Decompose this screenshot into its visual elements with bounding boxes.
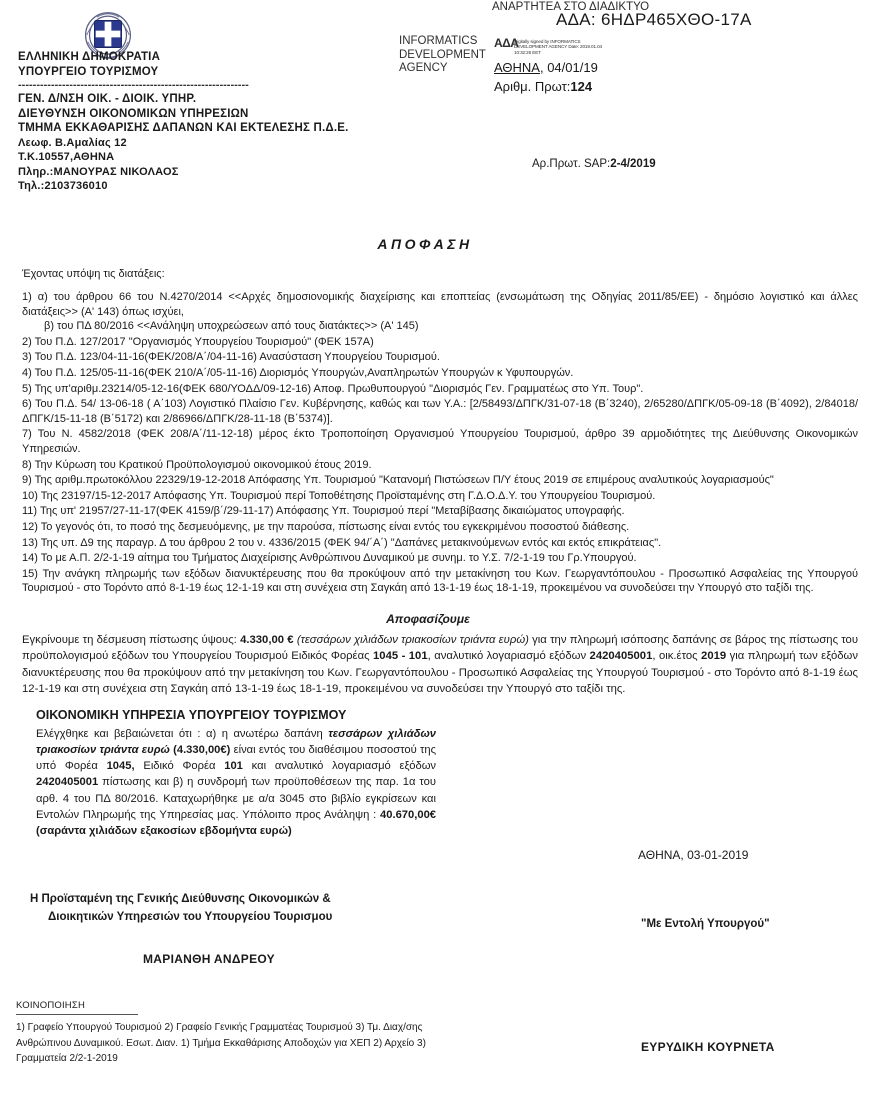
list-item: 12) Το γεγονός ότι, το ποσό της δεσμευόμενης, με την παρούσα, πίστωσης είναι εντός του εγκεκριμένου ποσοστού διάθεσης. <box>22 520 630 533</box>
protocol-label: Αριθμ. Πρωτ: <box>494 79 571 94</box>
list-item: 4) Του Π.Δ. 125/05-11-16(ΦΕΚ 210/Α΄/05-11-16) Διορισμός Υπουργών,Αναπληρωτών Υπουργών κ Υφυπουργών. <box>22 366 574 379</box>
decision-heading: Αποφασίζουμε <box>386 611 470 626</box>
list-item: 9) Της αριθμ.πρωτοκόλλου 22329/19-12-2018 Απόφασης Υπ. Τουρισμού "Κατανομή Πιστώσεων Π/Υ έτους 2019 σε επιμέρους αναλυτικούς λογαριασμούς" <box>22 474 774 487</box>
balance-label: Υπόλοιπο προς Ανάληψη : <box>242 808 377 821</box>
ada-code: ΑΔΑ: 6ΗΔΡ465ΧΘΟ-17Α <box>556 10 752 29</box>
by-order-of-minister: "Με Εντολή Υπουργού" <box>641 918 770 930</box>
sender-line-department: ΤΜΗΜΑ ΕΚΚΑΘΑΡΙΣΗΣ ΔΑΠΑΝΩΝ ΚΑΙ ΕΚΤΕΛΕΣΗΣ Π.Δ.Ε. <box>18 122 349 134</box>
balance-amount: 40.670,00€ <box>380 808 437 821</box>
balance-words: (σαράντα χιλιάδων εξακοσίων εβδομήντα ευρώ) <box>36 825 292 838</box>
cc-label: ΚΟΙΝΟΠΟΙΗΣΗ <box>16 1000 86 1011</box>
decision-text-2: για την πληρωμή ισόποσης δαπάνης σε βάρος της πίστωσης του προϋπολογισμού εξόδων του Υπουργείου Τουρισμού Ειδικός Φορέας <box>22 633 859 663</box>
protocol-number-line <box>494 79 592 94</box>
verification-expense-account: 2420405001 <box>36 776 99 789</box>
verification-amount-words: τεσσάρων χιλιάδων τριακοσίων τριάντα ευρώ <box>36 727 437 757</box>
publication-notice: ΑΝΑΡΤΗΤΕΑ ΣΤΟ ΔΙΑΔΙΚΤΥΟ <box>492 1 650 13</box>
verification-text-1: Ελέγχθηκε και βεβαιώνεται ότι : α) η ανωτέρω δαπάνη <box>36 727 323 740</box>
minister-name: ΕΥΡΥΔΙΚΗ ΚΟΥΡΝΕΤΑ <box>641 1040 775 1054</box>
sender-phone: Τηλ.:2103736010 <box>18 180 108 192</box>
sap-value: 2-4/2019 <box>610 158 656 170</box>
sender-line-ministry: ΥΠΟΥΡΓΕΙΟ ΤΟΥΡΙΣΜΟΥ <box>18 65 159 78</box>
list-item-text: 1) α) του άρθρου 66 του Ν.4270/2014 <<Αρχές δημοσιονομικής διαχείρισης και εποπτείας (ενσωμάτωση της Οδηγίας 2011/85/ΕΕ) - δημόσιο λογιστικό και άλλες διατάξεις>> (Α' 143) όπως ισχύει, <box>22 291 858 318</box>
list-item: 15) Την ανάγκη πληρωμής των εξόδων διανυκτέρευσης που θα προκύψουν από την μετακίνηση του Κων. Γεωργαντόπουλου - Προσωπικό Ασφαλείας της Υπουργού Τουρισμού - στο Τορόντο από 8-1-19 έως 12-1-19 και στη συνέχεια στη Σαγκάη από 13-1-19 έως 18-1-19, προκειμένου να συνοδεύσει την Υπουργό στο ταξίδι της. <box>22 567 858 595</box>
signer-name: ΜΑΡΙΑΝΘΗ ΑΝΔΡΕΟΥ <box>143 952 275 966</box>
financial-service-title: ΟΙΚΟΝΟΜΙΚΗ ΥΠΗΡΕΣΙΑ ΥΠΟΥΡΓΕΙΟΥ ΤΟΥΡΙΣΜΟΥ <box>36 707 347 722</box>
list-item: 8) Την Κύρωση του Κρατικού Προϋπολογισμού οικονομικού έτους 2019. <box>22 458 372 471</box>
verification-special-body-code: 101 <box>224 760 243 773</box>
issue-place-date <box>494 60 598 75</box>
list-item-subtext: β) του ΠΔ 80/2016 <<Ανάληψη υποχρεώσεων από τους διατάκτες>> (Α' 145) <box>44 320 419 333</box>
decision-fiscal-year: 2019 <box>701 650 727 663</box>
verification-text-4: και αναλυτικό λογαριασμό εξόδων <box>251 760 437 773</box>
decision-paragraph <box>22 632 858 698</box>
list-item: 5) Της υπ'αριθμ.23214/05-12-16(ΦΕΚ 680/ΥΟΔΔ/09-12-16) Αποφ. Πρωθυπουργού "Διορισμός Γεν. Γραμματέως στο Υπ. Τουρ". <box>22 382 644 395</box>
decision-text-3: , αναλυτικό λογαριασμό εξόδων <box>427 650 587 663</box>
decision-text-4: , οικ.έτος <box>652 650 698 663</box>
decision-expense-account: 2420405001 <box>589 650 653 663</box>
decision-special-body: 1045 - 101 <box>373 650 428 663</box>
signer-title-block <box>30 890 450 926</box>
signature-initials: ΑΔΑ <box>494 36 519 50</box>
signature-detail-text: Digitally signed by INFORMATICS DEVELOPMENT AGENCY Date: 2019.01.04 10:32:26 EET <box>514 39 602 55</box>
verification-text-5: πίστωσης και β) η συνδρομή των προϋποθέσεων της παρ. 1α του αρθ. 4 του ΠΔ 80/2016. <box>36 776 436 805</box>
agency-stamp-label: INFORMATICS DEVELOPMENT AGENCY <box>399 35 486 74</box>
verification-block <box>22 726 436 839</box>
sap-protocol-line <box>532 158 656 170</box>
list-item: 2) Του Π.Δ. 127/2017 "Οργανισμός Υπουργείου Τουρισμού" (ΦΕΚ 157Α) <box>22 335 374 348</box>
sender-line-general-directorate: ΓΕΝ. Δ/ΝΣΗ ΟΙΚ. - ΔΙΟΙΚ. ΥΠΗΡ. <box>18 93 197 105</box>
cc-divider <box>16 1014 138 1015</box>
signer-title-line-1: Η Προϊσταμένη της Γενικής Διεύθυνσης Οικονομικών & <box>30 893 331 905</box>
sender-divider: --------------------------------------------------------------- <box>18 79 249 91</box>
sender-line-financial-directorate: ΔΙΕΥΘΥΝΣΗ ΟΙΚΟΝΟΜΙΚΩΝ ΥΠΗΡΕΣΙΩΝ <box>18 107 249 120</box>
decision-text-1: Εγκρίνουμε τη δέσμευση πίστωσης ύψους: <box>22 633 237 646</box>
document-header <box>0 0 880 200</box>
list-item <box>22 290 858 334</box>
cc-recipients: 1) Γραφείο Υπουργού Τουρισμού 2) Γραφείο Γενικής Γραμματέας Τουρισμού 3) Τμ. Διαχ/σης Ανθρώπινου Δυναμικού. Εσωτ. Διαν. 1) Τμήμα Εκκαθάρισης Αποδοχών για ΧΕΠ 2) Αρχείο 3) Γραμματεία 2/2-1-2019 <box>16 1022 426 1064</box>
sender-contact-person: Πληρ.:ΜΑΝΟΥΡΑΣ ΝΙΚΟΛΑΟΣ <box>18 165 179 178</box>
issue-date: 04/01/19 <box>547 60 598 75</box>
sap-label: Αρ.Πρωτ. SAP: <box>532 158 611 170</box>
page-title: ΑΠΟΦΑΣΗ <box>377 236 473 252</box>
decision-text-5: για πληρωμή των εξόδων διανυκτέρευσης που θα προκύψουν από την μετακίνηση του Κων. Γεωργαντόπουλου - Προσωπικό Ασφαλείας της Υπουργού Τουρισμού - στο Τορόντο από 8-1-19 έως 12-1-19 και στη συνέχεια στη Σαγκάη από 13-1-19 έως 18-1-19, προκειμένου να συνοδεύσει την Υπουργό στο ταξίδι της. <box>22 650 858 696</box>
list-item: 6) Του Π.Δ. 54/ 13-06-18 ( Α΄103) Λογιστικό Πλαίσιο Γεν. Κυβέρνησης, καθώς και των Υ.Α.: [2/58493/ΔΠΓΚ/31-07-18 (Β΄3240), 2/65280/ΔΠΓΚ/05-09-18 (Β΄4092), 2/84018/ΔΠΓΚ/15-11-18 (Β΄5172) και 2/86966/ΔΠΓΚ/28-11-18 (Β΄5374)]. <box>22 398 858 425</box>
list-item: 10) Της 23197/15-12-2017 Απόφασης Υπ. Τουρισμού περί Τοποθέτησης Προϊσταμένης στη Γ.Δ.Ο.Δ.Υ. του Υπουργείου Τουρισμού. <box>22 489 656 502</box>
verification-amount: (4.330,00€) <box>173 744 231 757</box>
list-item: 7) Του Ν. 4582/2018 (ΦΕΚ 208/Α΄/11-12-18) μέρος έκτο Τροποποίηση Οργανισμού Υπουργείου Τουρισμού, άρθρο 39 αρμοδιότητες της Διεύθυνσης Οικονομικών Υπηρεσιών. <box>22 428 858 455</box>
verification-body-code: 1045, <box>106 760 135 773</box>
list-item: 11) Της υπ' 21957/27-11-17(ΦΕΚ 4159/β΄/29-11-17) Απόφασης Υπ. Τουρισμού περί "Μεταβίβασης δικαιώματος υπογραφής. <box>22 505 625 518</box>
verification-text-3: Ειδικό Φορέα <box>143 760 216 773</box>
legal-basis-list <box>22 290 858 596</box>
decision-amount: 4.330,00 € <box>240 633 294 646</box>
footer-place-date: ΑΘΗΝΑ, 03-01-2019 <box>638 848 749 862</box>
protocol-value: 124 <box>570 79 593 94</box>
sender-address: Λεωφ. Β.Αμαλίας 12 <box>18 136 127 149</box>
verification-text-2: είναι εντός του διαθέσιμου ποσοστού της υπό Φορέα <box>36 744 436 773</box>
sender-block <box>18 50 448 194</box>
list-item: 14) Το με Α.Π. 2/2-1-19 αίτημα του Τμήματος Διαχείρισης Ανθρώπινου Δυναμικού με συνημ. το Υ.Σ. 7/2-1-19 του Γρ.Υπουργού. <box>22 552 637 565</box>
issue-place-label: ΑΘΗΝΑ, <box>494 60 544 75</box>
list-item: 13) Της υπ. Δ9 της παραγρ. Δ του άρθρου 2 του ν. 4336/2015 (ΦΕΚ 94/΄Α΄) "Δαπάνες μετακινούμενων εντός και εκτός επικράτειας". <box>22 536 662 549</box>
sender-postal-code: Τ.Κ.10557,ΑΘΗΝΑ <box>18 151 115 163</box>
sender-line-republic: ΕΛΛΗΝΙΚΗ ΔΗΜΟΚΡΑΤΙΑ <box>18 51 161 63</box>
list-item: 3) Του Π.Δ. 123/04-11-16(ΦΕΚ/208/Α΄/04-11-16) Ανασύσταση Υπουργείου Τουρισμού. <box>22 351 440 364</box>
preamble-text: Έχοντας υπόψη τις διατάξεις: <box>22 268 165 280</box>
decision-amount-words: (τεσσάρων χιλιάδων τριακοσίων τριάντα ευρώ) <box>296 633 529 646</box>
document-body <box>22 224 858 839</box>
verification-text-6: Καταχωρήθηκε με α/α 3045 στο βιβλίο εγκρίσεων και Εντολών Πληρωμής της Υπηρεσίας μας. <box>36 792 437 821</box>
signer-title-line-2: Διοικητικών Υπηρεσιών του Υπουργείου Τουρισμου <box>48 911 333 923</box>
